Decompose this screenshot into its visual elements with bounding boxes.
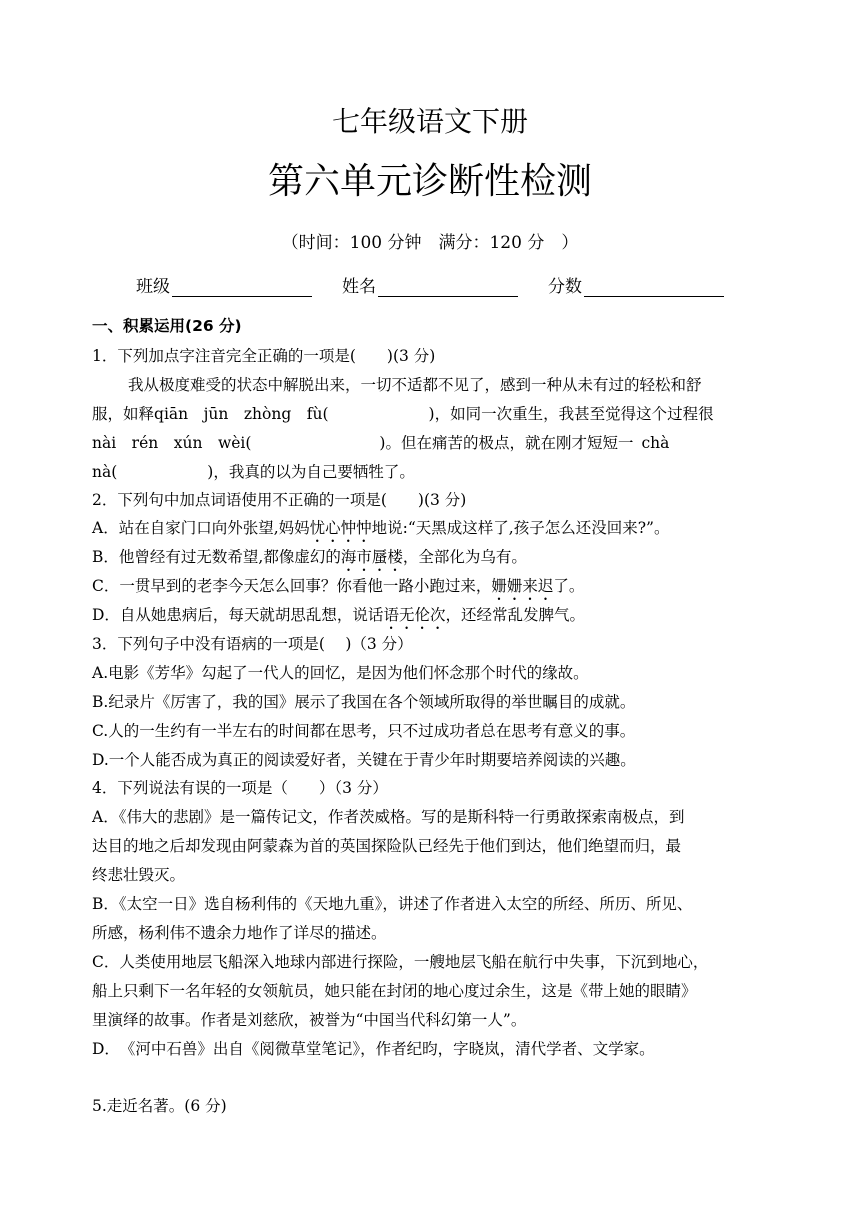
q2-c-dotted-word: 姗姗来迟 [491, 577, 554, 595]
score-field [548, 272, 724, 297]
class-blank [172, 278, 312, 297]
q1-passage-line3 [92, 431, 669, 453]
q2-c-text: 了。 [553, 577, 585, 595]
q4-option-a-line1: A．《伟大的悲剧》是一篇传记文，作者茨威格。写的是斯科特一行勇敢探索南极点，到 [92, 808, 685, 826]
q4-option-c-line1: C．人类使用地层飞船深入地球内部进行探险，一艘地层飞船在航行中失事，下沉到地心， [92, 953, 709, 971]
q1-pinyin-3: chà [641, 434, 670, 452]
q2-d-text: D．自从她患病后，每天就胡思乱想，说话 [92, 606, 384, 624]
q4-option-c-line3: 里演绎的故事。作者是刘慈欣，被誉为“中国当代科幻第一人”。 [92, 1011, 527, 1029]
q5-stem: 5.走近名著。(6 分) [92, 1097, 227, 1115]
student-info [136, 272, 754, 297]
q1-passage-line1: 我从极度难受的状态中解脱出来，一切不适都不见了，感到一种从未有过的轻松和舒 [128, 376, 702, 394]
class-field [136, 272, 312, 297]
q1-text: 服，如释 [92, 405, 155, 423]
q2-d-dotted-word: 语无伦次 [383, 606, 446, 624]
q3-option-b: B.纪录片《厉害了，我的国》展示了我国在各个领域所取得的举世瞩目的成就。 [92, 693, 636, 711]
q2-option-d [92, 603, 585, 633]
q3-option-d: D.一个人能否成为真正的阅读爱好者，关键在于青少年时期要培养阅读的兴趣。 [92, 751, 636, 769]
grade-title: 七年级语文下册 [331, 105, 528, 138]
class-label: 班级 [136, 277, 170, 297]
q4-option-b-line2: 所感，杨利伟不遗余力地作了详尽的描述。 [92, 924, 387, 942]
q2-b-text: B．他曾经有过无数希望,都像虚幻的 [92, 548, 341, 566]
page-title: 第六单元诊断性检测 [267, 161, 592, 202]
q2-a-dotted-word: 忧心忡忡 [309, 519, 372, 537]
q2-b-text: ，全部化为乌有。 [402, 548, 527, 566]
section-heading: 一、积累运用(26 分) [92, 317, 242, 335]
q4-option-a-line3: 终悲壮毁灭。 [92, 866, 186, 884]
q1-text: )。但在痛苦的极点，就在刚才短短一 [379, 434, 634, 452]
q4-option-c-line2: 船上只剩下一名年轻的女领航员，她只能在封闭的地心度过余生，这是《带上她的眼睛》 [92, 982, 697, 1000]
q1-text: )，我真的以为自己要牺牲了。 [207, 463, 415, 481]
q3-option-c: C.人的一生约有一半左右的时间都在思考，只不过成功者总在思考有意义的事。 [92, 722, 636, 740]
q2-option-b [92, 545, 527, 575]
q2-option-c [92, 574, 584, 604]
score-label: 分数 [548, 277, 582, 297]
q1-text: )，如同一次重生，我甚至觉得这个过程很 [428, 405, 714, 423]
q4-option-d: D． 《河中石兽》出自《阅微草堂笔记》，作者纪昀，字晓岚，清代学者、文学家。 [92, 1040, 655, 1058]
q1-pinyin-2: nài rén xún wèi( [92, 434, 252, 452]
q1-passage-line4 [92, 460, 415, 482]
q2-stem: 2．下列句中加点词语使用不正确的一项是( )(3 分) [92, 491, 467, 509]
exam-meta: （时间：100 分钟 满分：120 分 ） [281, 233, 579, 253]
q2-d-text: ，还经常乱发脾气。 [445, 606, 585, 624]
q4-option-b-line1: B．《太空一日》选自杨利伟的《天地九重》，讲述了作者进入太空的所经、所历、所见、 [92, 895, 693, 913]
name-label: 姓名 [342, 277, 376, 297]
q2-c-text: C．一贯早到的老李今天怎么回事？你看他一路小跑过来， [92, 577, 492, 595]
name-field [342, 272, 518, 297]
q1-passage-line2 [92, 402, 714, 424]
q1-pinyin-3b: nà( [92, 463, 118, 481]
q2-b-dotted-word: 海市蜃楼 [340, 548, 403, 566]
q1-pinyin-1: qiān jūn zhòng fù( [154, 405, 329, 423]
q2-a-text: A．站在自家门口向外张望,妈妈 [92, 519, 310, 537]
q3-option-a: A.电影《芳华》勾起了一代人的回忆，是因为他们怀念那个时代的缘故。 [92, 664, 589, 682]
score-blank [584, 278, 724, 297]
q2-option-a [92, 516, 669, 546]
q2-a-text: 地说:“天黑成这样了,孩子怎么还没回来?”。 [371, 519, 670, 537]
q4-stem: 4．下列说法有误的一项是（ ）（3 分） [92, 779, 388, 797]
name-blank [378, 278, 518, 297]
q3-stem: 3．下列句子中没有语病的一项是( )（3 分） [92, 635, 413, 653]
q1-stem: 1．下列加点字注音完全正确的一项是( )(3 分) [92, 347, 436, 365]
q4-option-a-line2: 达目的地之后却发现由阿蒙森为首的英国探险队已经先于他们到达，他们绝望而归，最 [92, 837, 682, 855]
